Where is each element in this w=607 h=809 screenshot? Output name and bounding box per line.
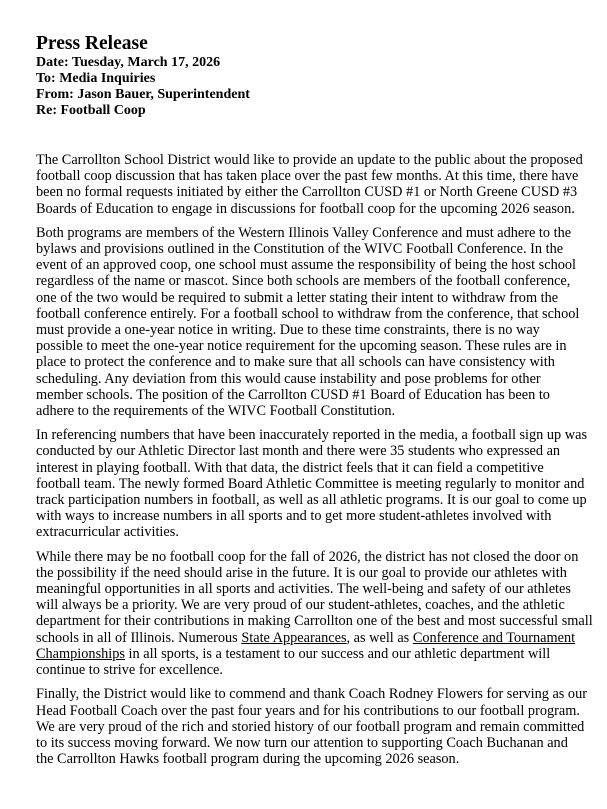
- paragraph-line: While there may be no football coop for the fall of 2026, the district has not closed the door on: [36, 548, 579, 565]
- paragraph-line: event of an approved coop, one school must assume the responsibility of being the host school: [36, 257, 577, 274]
- paragraph-line: Finally, the District would like to commend and thank Coach Rodney Flowers for serving as our: [36, 686, 587, 703]
- paragraph-line: been no formal requests initiated by either the Carrollton CUSD #1 or North Greene CUSD #3: [36, 184, 578, 201]
- paragraph-line: the possibility if the need should arise in the future. It is our goal to provide our athletes with: [36, 564, 567, 581]
- paragraph-line: bylaws and provisions outlined in the Constitution of the WIVC Football Conference. In the: [36, 241, 564, 258]
- paragraph-line: the Carrollton Hawks football program during the upcoming 2026 season.: [36, 751, 460, 768]
- paragraph-line: must provide a one-year notice in writing. Due to these time constraints, there is no way: [36, 322, 540, 339]
- header-date: Date: Tuesday, March 17, 2026: [36, 55, 221, 70]
- paragraph-line: [36, 646, 596, 662]
- paragraph-line: football coop discussion that has taken place over the past few months. At this time, there have: [36, 168, 579, 185]
- paragraph-line: meaningful opportunities in all sports and activities. The well-being and safety of our athletes: [36, 581, 571, 598]
- paragraph-line: The Carrollton School District would like to provide an update to the public about the proposed: [36, 152, 583, 168]
- paragraph-line: We are very proud of the rich and storied history of our football program and remain committed: [36, 718, 585, 735]
- header-to: To: Media Inquiries: [36, 71, 156, 86]
- paragraph-line: interest in playing football. With that data, the district feels that it can field a competitive: [36, 459, 544, 476]
- paragraph-3: [36, 427, 596, 540]
- document-page: [36, 33, 596, 775]
- header-re: Re: Football Coop: [36, 103, 146, 118]
- text-segment: in all sports, is a testament to our success and our athletic department will: [124, 645, 551, 662]
- paragraph-line: extracurricular activities.: [36, 524, 179, 541]
- paragraph-line: member schools. The position of the Carrollton CUSD #1 Board of Education has been to: [36, 386, 550, 403]
- paragraph-line: In referencing numbers that have been inaccurately reported in the media, a football sign up was: [36, 427, 588, 444]
- paragraph-line: Both programs are members of the Western Illinois Valley Conference and must adhere to the: [36, 224, 572, 241]
- paragraph-1: [36, 152, 596, 217]
- header-from: From: Jason Bauer, Superintendent: [36, 87, 250, 102]
- paragraph-line: adhere to the requirements of the WIVC Football Constitution.: [36, 403, 396, 420]
- paragraph-line: [36, 630, 596, 646]
- text-segment: , as well as: [346, 629, 413, 646]
- paragraph-line: possible to meet the one-year notice requirement for the upcoming season. These rules are in: [36, 338, 567, 355]
- paragraph-line: conducted by our Athletic Director last month and there were 35 students who expressed an: [36, 443, 561, 460]
- text-segment: schools in all of Illinois. Numerous: [36, 629, 242, 646]
- paragraph-2: [36, 225, 596, 419]
- paragraph-5: [36, 686, 596, 767]
- paragraph-line: Boards of Education to engage in discussions for football coop for the upcoming 2026 season.: [36, 200, 575, 217]
- paragraph-line: track participation numbers in football, as well as all athletic programs. It is our goal to come up: [36, 492, 587, 509]
- paragraph-line: continue to strive for excellence.: [36, 662, 223, 679]
- paragraph-line: one of the two would be required to submit a letter stating their intent to withdraw from the: [36, 289, 559, 306]
- paragraph-line: Head Football Coach over the past four years and for his contributions to our football program.: [36, 702, 580, 719]
- paragraph-line: with ways to increase numbers in all sports and to get more student-athletes involved with: [36, 508, 552, 525]
- paragraph-line: football conference entirely. For a football school to withdraw from the conference, that school: [36, 305, 580, 322]
- inline-link[interactable]: Championships: [36, 645, 125, 662]
- paragraph-line: football team. The newly formed Board Athletic Committee is meeting regularly to monitor and: [36, 475, 585, 492]
- paragraph-line: regardless of the name or mascot. Since both schools are members of the football conference,: [36, 273, 571, 290]
- paragraph-line: to its success moving forward. We now turn our attention to supporting Coach Buchanan and: [36, 734, 568, 751]
- document-body: [36, 152, 596, 767]
- paragraph-line: place to protect the conference and to make sure that all schools can have consistency with: [36, 354, 555, 371]
- paragraph-line: will always be a priority. We are very proud of our student-athletes, coaches, and the athletic: [36, 597, 565, 614]
- paragraph-line: scheduling. Any deviation from this would cause instability and pose problems for other: [36, 370, 541, 387]
- document-title: Press Release: [36, 33, 148, 54]
- inline-link[interactable]: Conference and Tournament: [412, 629, 576, 646]
- paragraph-line: department for their contributions in making Carrollton one of the best and most successful small: [36, 613, 593, 630]
- paragraph-4: [36, 549, 596, 679]
- inline-link[interactable]: State Appearances: [241, 629, 347, 646]
